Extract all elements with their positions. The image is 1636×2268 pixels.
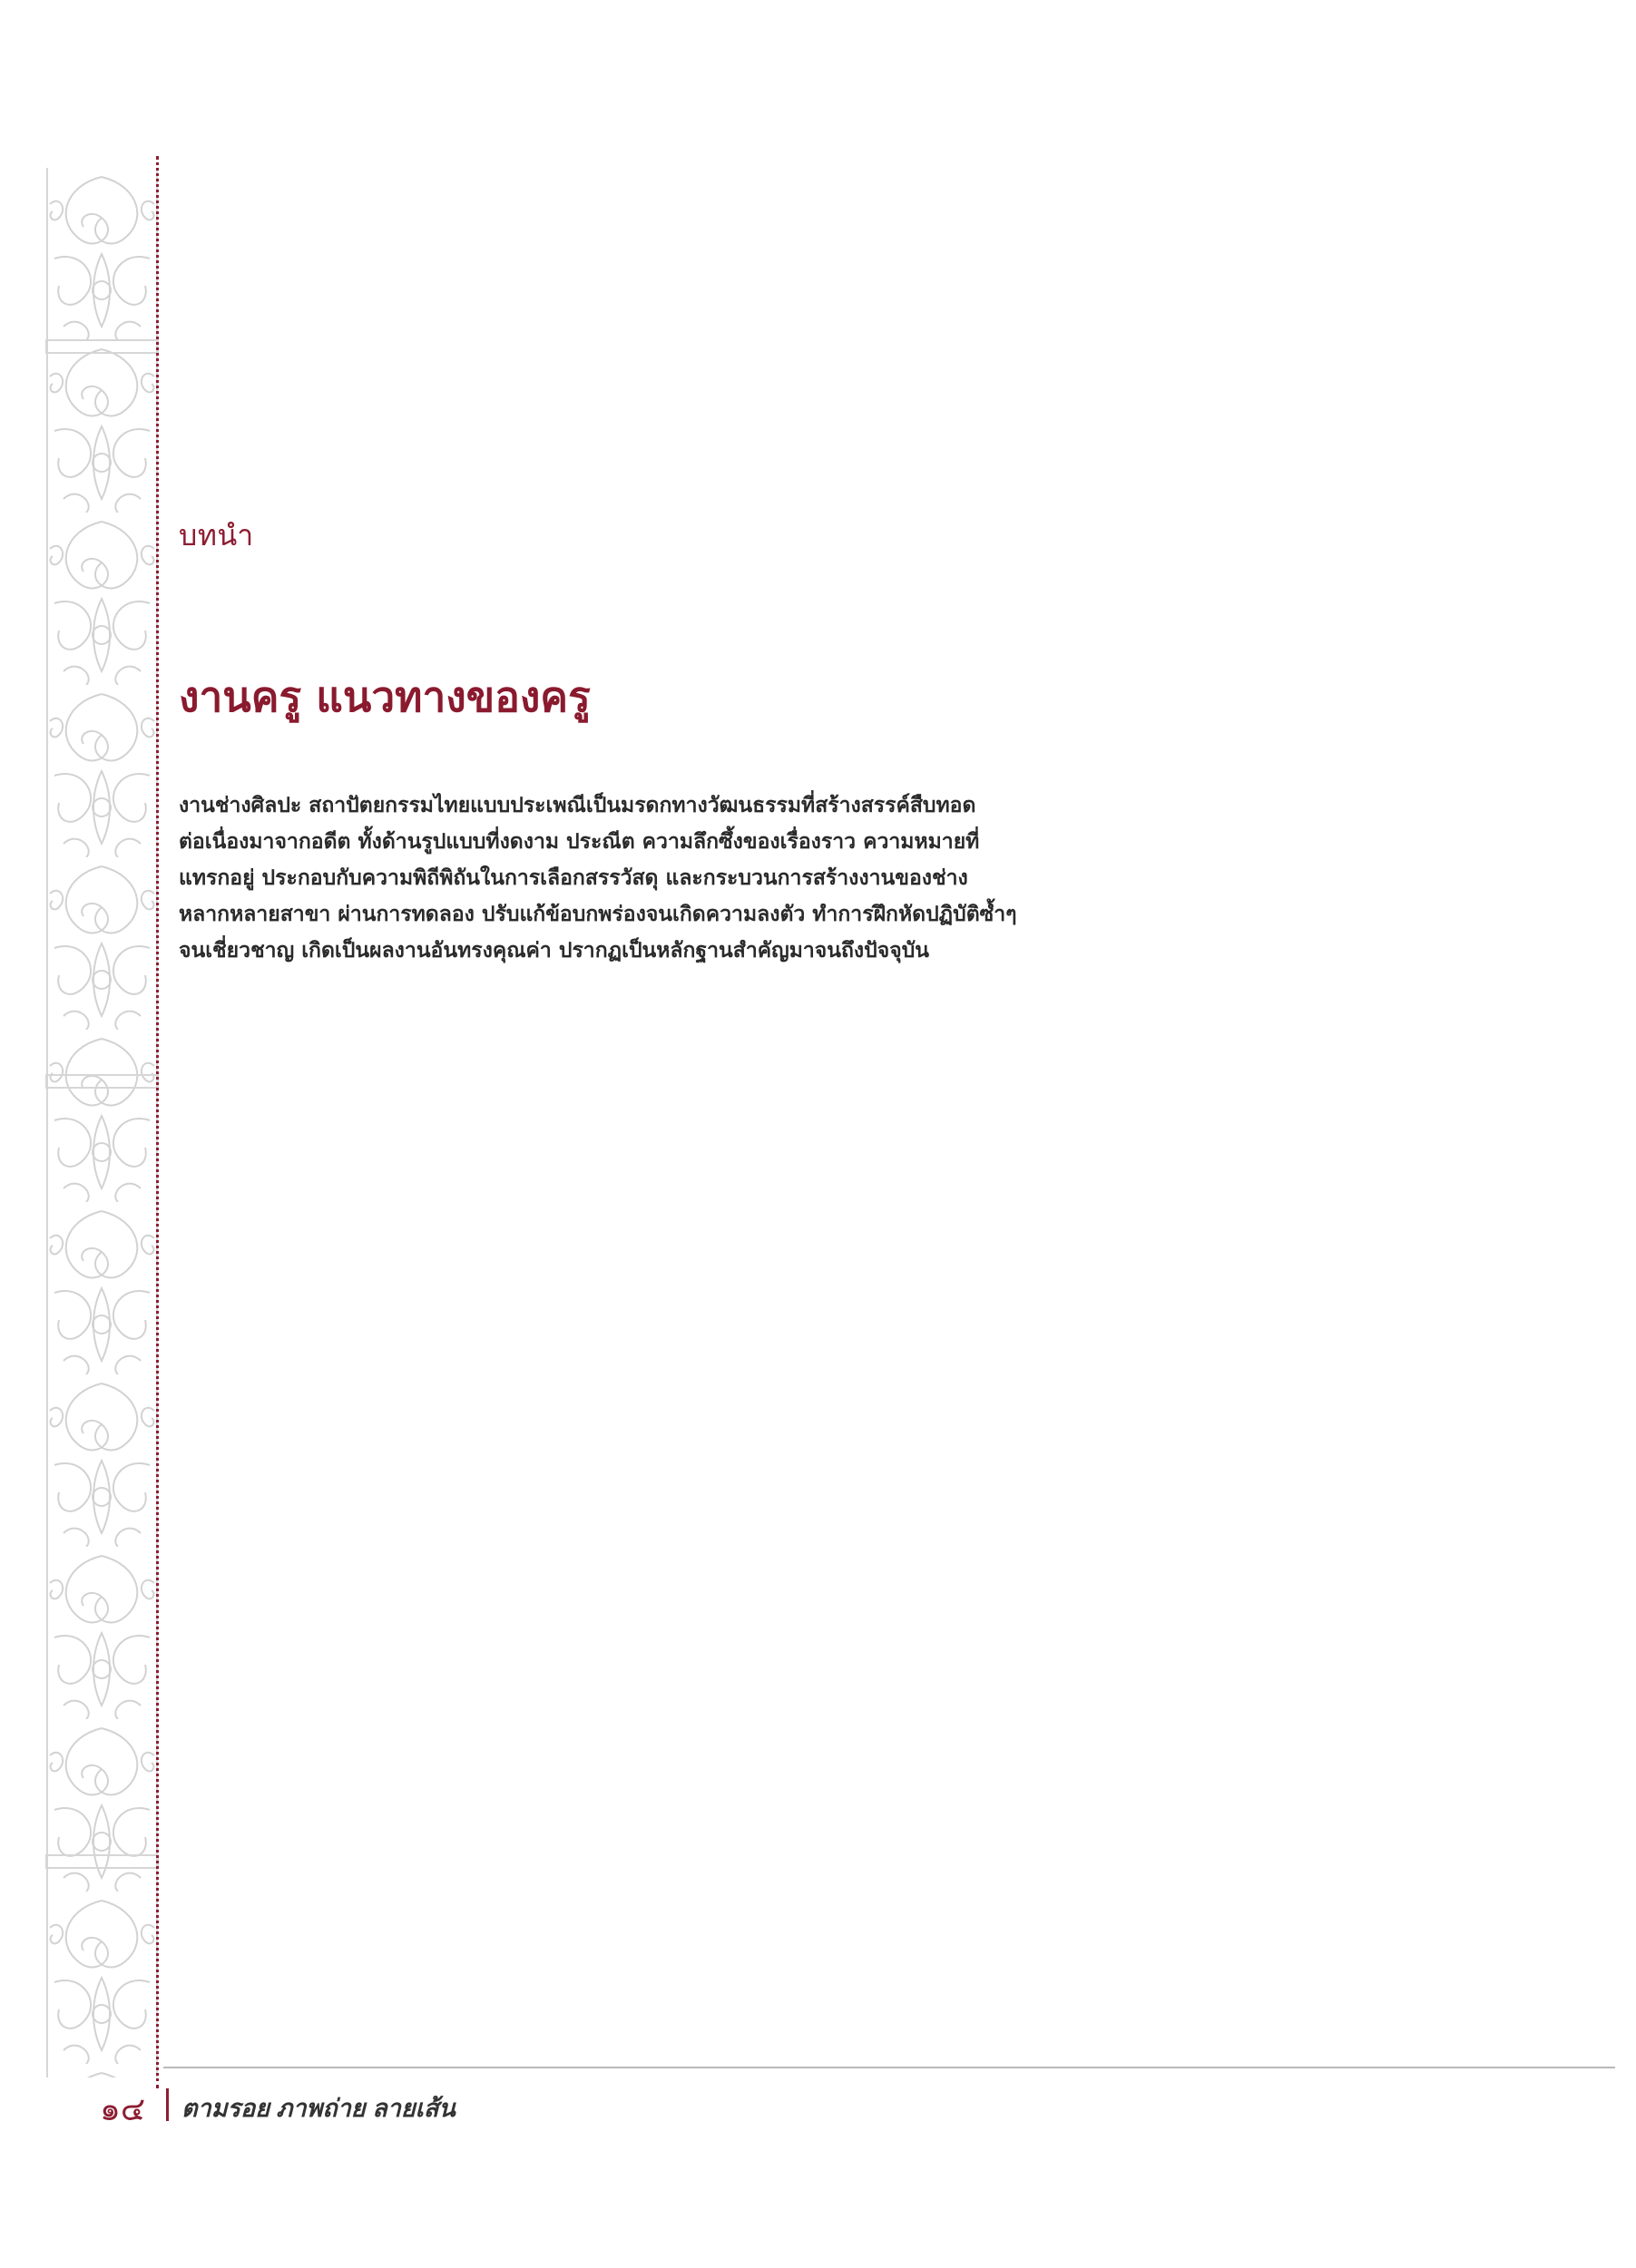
body-line: แทรกอยู่ ประกอบกับความพิถีพิถันในการเลือกสรรวัสดุ และกระบวนการสร้างงานของช่าง — [179, 866, 968, 890]
body-line: หลากหลายสาขา ผ่านการทดลอง ปรับแก้ข้อบกพร่องจนเกิดความลงตัว ทำการฝึกหัดปฏิบัติซ้ำๆ — [179, 903, 1017, 926]
body-line: งานช่างศิลปะ สถาปัตยกรรมไทยแบบประเพณีเป็นมรดกทางวัฒนธรรมที่สร้างสรรค์สืบทอด — [179, 794, 976, 817]
running-footer-title: ตามรอย ภาพถ่าย ลายเส้น — [181, 2095, 456, 2122]
vertical-dotted-rule — [156, 156, 159, 2088]
footer-separator — [166, 2088, 169, 2121]
page-title: งานครู แนวทางของครู — [179, 672, 591, 721]
thai-floral-pattern-icon — [45, 168, 159, 2077]
body-paragraph — [179, 787, 1141, 969]
footer-rule — [163, 2067, 1615, 2068]
page-number: ๑๔ — [100, 2091, 146, 2128]
body-line: ต่อเนื่องมาจากอดีต ทั้งด้านรูปแบบที่งดงาม ประณีต ความลึกซึ้งของเรื่องราว ความหมายที่ — [179, 830, 980, 854]
body-line: จนเชี่ยวชาญ เกิดเป็นผลงานอันทรงคุณค่า ปรากฏเป็นหลักฐานสำคัญมาจนถึงปัจจุบัน — [179, 939, 930, 963]
section-label: บทนำ — [179, 519, 254, 552]
